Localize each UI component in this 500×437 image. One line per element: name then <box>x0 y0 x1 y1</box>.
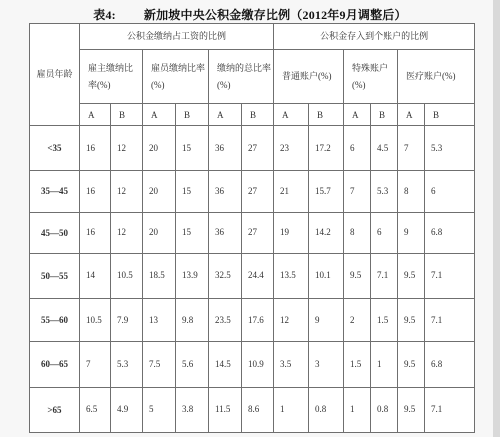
total-rate-b-cell: 10.9 <box>242 342 274 387</box>
employer-rate-header: 雇主缴纳比率(%) <box>80 50 143 104</box>
employer-rate-a-cell: 7 <box>80 342 111 387</box>
medisave-account-b-cell: 7.1 <box>425 299 475 342</box>
employee-rate-b-cell: 13.9 <box>176 253 209 298</box>
total-rate-a-cell: 36 <box>209 171 242 212</box>
ordinary-account-b-cell: 17.2 <box>309 126 344 171</box>
employee-rate-b-cell: 15 <box>176 212 209 253</box>
medisave-account-a-cell: 8 <box>398 171 425 212</box>
total-rate-b-cell: 27 <box>242 126 274 171</box>
cpf-contribution-table <box>29 23 475 433</box>
employer-rate-a-cell: 14 <box>80 253 111 298</box>
total-rate-b-cell: 17.6 <box>242 299 274 342</box>
medisave-account-a-cell: 9 <box>398 212 425 253</box>
special-account-a-cell: 9.5 <box>344 253 371 298</box>
table-title <box>0 6 500 23</box>
special-account-b-cell: 0.8 <box>371 387 398 432</box>
table-number: 表4: <box>93 8 116 22</box>
special-account-header: 特殊账户(%) <box>344 50 398 104</box>
employer-rate-a-cell: 16 <box>80 126 111 171</box>
ordinary-account-b-cell: 0.8 <box>309 387 344 432</box>
total-rate-b-cell: 8.6 <box>242 387 274 432</box>
age-column-header: 雇员年龄 <box>30 24 80 126</box>
total-rate-b-cell: 27 <box>242 212 274 253</box>
employer-rate-b-cell: 12 <box>111 171 143 212</box>
age-group-cell: 35—45 <box>30 171 80 212</box>
ordinary-account-a-cell: 23 <box>274 126 309 171</box>
ordinary-account-b-cell: 3 <box>309 342 344 387</box>
medisave-account-b-cell: 5.3 <box>425 126 475 171</box>
age-group-cell: <35 <box>30 126 80 171</box>
table-row <box>30 212 475 253</box>
medisave-account-b-cell: 6 <box>425 171 475 212</box>
special-account-b-cell: 7.1 <box>371 253 398 298</box>
employee-rate-a-cell: 20 <box>143 171 176 212</box>
total-rate-b-cell: 27 <box>242 171 274 212</box>
employee-rate-b-cell: 3.8 <box>176 387 209 432</box>
table-row <box>30 126 475 171</box>
table-caption: 新加坡中央公积金缴存比例（2012年9月调整后） <box>143 8 407 22</box>
ordinary-account-a-cell: 19 <box>274 212 309 253</box>
employee-rate-header: 雇员缴纳比率(%) <box>143 50 209 104</box>
ordinary-account-b-cell: 15.7 <box>309 171 344 212</box>
total-rate-a-cell: 11.5 <box>209 387 242 432</box>
employer-rate-b-cell: 4.9 <box>111 387 143 432</box>
medisave-account-a-cell: 9.5 <box>398 253 425 298</box>
special-account-a-cell: 2 <box>344 299 371 342</box>
ordinary-account-a-cell: 1 <box>274 387 309 432</box>
special-account-b-cell: 5.3 <box>371 171 398 212</box>
table-row <box>30 253 475 298</box>
employee-rate-a-cell: 20 <box>143 212 176 253</box>
employer-rate-b-cell: 5.3 <box>111 342 143 387</box>
medisave-account-header: 医疗账户(%) <box>398 50 475 104</box>
age-group-cell: 55—60 <box>30 299 80 342</box>
special-account-b-cell: 1 <box>371 342 398 387</box>
ordinary-account-a-cell: 13.5 <box>274 253 309 298</box>
total-rate-a-cell: 36 <box>209 212 242 253</box>
table-row <box>30 299 475 342</box>
total-rate-a-cell: 14.5 <box>209 342 242 387</box>
special-account-a-cell: 7 <box>344 171 371 212</box>
employer-rate-b-cell: 12 <box>111 212 143 253</box>
table-body <box>30 126 475 433</box>
allocation-group-header: 公积金存入到个账户的比例 <box>274 24 475 50</box>
contribution-group-header: 公积金缴纳占工资的比例 <box>80 24 274 50</box>
employee-rate-a-cell: 13 <box>143 299 176 342</box>
right-scroll-edge <box>493 0 500 437</box>
ordinary-account-a-cell: 21 <box>274 171 309 212</box>
medisave-account-b-cell: 7.1 <box>425 387 475 432</box>
total-rate-a-cell: 36 <box>209 126 242 171</box>
ordinary-account-b-cell: 14.2 <box>309 212 344 253</box>
medisave-account-b-cell: 6.8 <box>425 212 475 253</box>
age-group-cell: 45—50 <box>30 212 80 253</box>
employee-rate-a-cell: 20 <box>143 126 176 171</box>
medisave-account-b-cell: 7.1 <box>425 253 475 298</box>
employee-rate-a-cell: 5 <box>143 387 176 432</box>
total-rate-header: 缴纳的总比率(%) <box>209 50 274 104</box>
ordinary-account-b-cell: 9 <box>309 299 344 342</box>
special-account-a-cell: 1.5 <box>344 342 371 387</box>
column-label-b: B <box>425 104 475 126</box>
employer-rate-a-cell: 10.5 <box>80 299 111 342</box>
special-account-b-cell: 6 <box>371 212 398 253</box>
column-label-b: B <box>242 104 274 126</box>
special-account-a-cell: 8 <box>344 212 371 253</box>
employee-rate-a-cell: 7.5 <box>143 342 176 387</box>
employer-rate-a-cell: 16 <box>80 171 111 212</box>
column-label-b: B <box>371 104 398 126</box>
employee-rate-b-cell: 5.6 <box>176 342 209 387</box>
employer-rate-a-cell: 6.5 <box>80 387 111 432</box>
ordinary-account-a-cell: 3.5 <box>274 342 309 387</box>
medisave-account-a-cell: 9.5 <box>398 387 425 432</box>
special-account-a-cell: 1 <box>344 387 371 432</box>
employee-rate-b-cell: 15 <box>176 171 209 212</box>
total-rate-a-cell: 32.5 <box>209 253 242 298</box>
medisave-account-a-cell: 9.5 <box>398 299 425 342</box>
medisave-account-a-cell: 9.5 <box>398 342 425 387</box>
total-rate-b-cell: 24.4 <box>242 253 274 298</box>
column-label-a: A <box>274 104 309 126</box>
column-label-a: A <box>398 104 425 126</box>
ordinary-account-b-cell: 10.1 <box>309 253 344 298</box>
medisave-account-a-cell: 7 <box>398 126 425 171</box>
employer-rate-b-cell: 7.9 <box>111 299 143 342</box>
column-label-b: B <box>309 104 344 126</box>
employer-rate-a-cell: 16 <box>80 212 111 253</box>
medisave-account-b-cell: 6.8 <box>425 342 475 387</box>
table-row <box>30 342 475 387</box>
table-row <box>30 171 475 212</box>
column-label-a: A <box>344 104 371 126</box>
employee-rate-b-cell: 9.8 <box>176 299 209 342</box>
employee-rate-a-cell: 18.5 <box>143 253 176 298</box>
column-label-a: A <box>80 104 111 126</box>
column-label-a: A <box>209 104 242 126</box>
column-label-b: B <box>176 104 209 126</box>
age-group-cell: >65 <box>30 387 80 432</box>
table-row <box>30 387 475 432</box>
total-rate-a-cell: 23.5 <box>209 299 242 342</box>
column-label-a: A <box>143 104 176 126</box>
special-account-b-cell: 4.5 <box>371 126 398 171</box>
ordinary-account-header: 普通账户(%) <box>274 50 344 104</box>
employer-rate-b-cell: 12 <box>111 126 143 171</box>
employer-rate-b-cell: 10.5 <box>111 253 143 298</box>
ordinary-account-a-cell: 12 <box>274 299 309 342</box>
special-account-b-cell: 1.5 <box>371 299 398 342</box>
age-group-cell: 50—55 <box>30 253 80 298</box>
special-account-a-cell: 6 <box>344 126 371 171</box>
column-label-b: B <box>111 104 143 126</box>
employee-rate-b-cell: 15 <box>176 126 209 171</box>
age-group-cell: 60—65 <box>30 342 80 387</box>
